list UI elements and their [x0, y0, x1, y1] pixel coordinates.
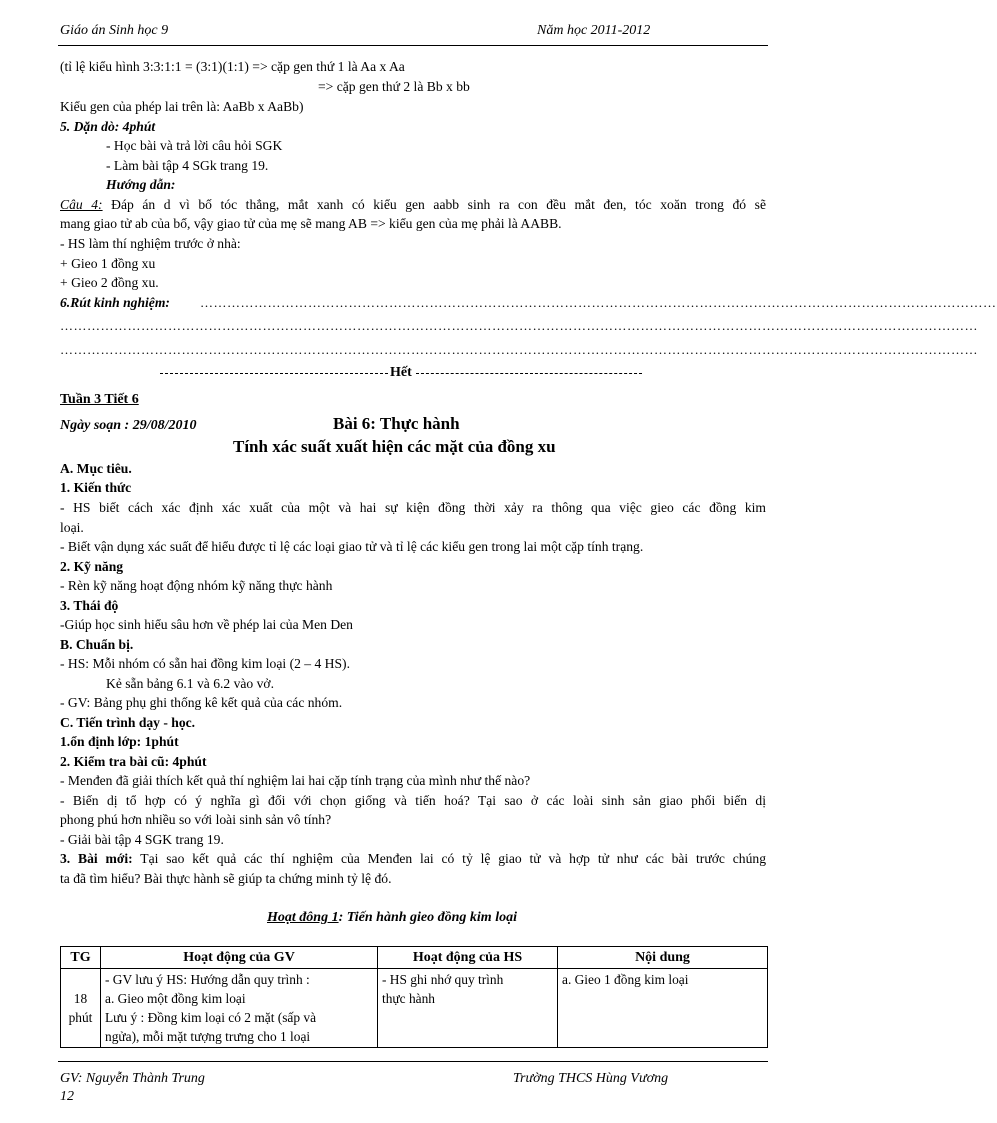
text-line: phong phú hơn nhiều so với loài sinh sản vô tính?: [60, 812, 332, 827]
date-label: Ngày soạn : 29/08/2010: [60, 418, 197, 433]
text-line: => cặp gen thứ 2 là Bb x bb: [318, 79, 470, 94]
paragraph-line: [60, 196, 766, 214]
end-rule-right: [416, 373, 642, 374]
hs-line: thực hành: [382, 991, 435, 1006]
section-heading: A. Mục tiêu.: [60, 461, 132, 476]
gv-line: ngửa), mỗi mặt tượng trưng cho 1 loại: [105, 1029, 311, 1044]
text-line: - GV: Bảng phụ ghi thống kê kết quả của các nhóm.: [60, 695, 343, 710]
section-heading: 5. Dặn dò: 4phút: [60, 119, 156, 134]
cell-hs: [378, 969, 558, 1048]
week-label: Tuần 3 Tiết 6: [60, 392, 139, 407]
table-header-row: [61, 947, 768, 969]
end-marker: Hết: [390, 365, 412, 380]
paragraph-text: Tại sao kết quả các thí nghiệm của Menđen lai có tỷ lệ giao tử và hợp tử như các bài trước chúng: [132, 851, 766, 866]
paragraph-line: - Biến dị tổ hợp có ý nghĩa gì đối với chọn giống và tiến hoá? Tại sao ở các loài sinh sản giao phối biến dị: [60, 793, 766, 808]
page-number: 12: [60, 1089, 74, 1104]
time-value: 18: [73, 991, 88, 1006]
dotted-line: ……………………………………………………………………………………………………………………………………………………………………………………: [60, 342, 978, 357]
text-line: + Gieo 1 đồng xu: [60, 256, 156, 271]
gv-line: - GV lưu ý HS: Hướng dẫn quy trình :: [105, 972, 310, 987]
cell-time: [61, 969, 101, 1048]
lesson-title: Bài 6: Thực hành: [333, 414, 460, 433]
text-line: -Giúp học sinh hiểu sâu hơn về phép lai của Men Den: [60, 617, 353, 632]
footer-school: Trường THCS Hùng Vương: [513, 1071, 669, 1086]
gv-line: a. Gieo một đồng kim loại: [105, 991, 246, 1006]
footer-rule: [58, 1061, 768, 1062]
section-heading: 3. Thái độ: [60, 598, 119, 613]
text-line: Kiểu gen của phép lai trên là: AaBb x AaBb): [60, 99, 304, 114]
section-heading: Hướng dẫn:: [106, 177, 176, 192]
gv-line: Lưu ý : Đồng kim loại có 2 mặt (sấp và: [105, 1010, 317, 1025]
text-line: - Làm bài tập 4 SGk trang 19.: [106, 158, 269, 173]
section-heading: 2. Kiểm tra bài cũ: 4phút: [60, 754, 207, 769]
text-line: loại.: [60, 520, 84, 535]
section-heading: 1.ổn định lớp: 1phút: [60, 734, 179, 749]
text-line: ta đã tìm hiểu? Bài thực hành sẽ giúp ta chứng minh tỷ lệ đó.: [60, 871, 392, 886]
content-line: a. Gieo 1 đồng kim loại: [562, 972, 689, 987]
new-lesson-label: 3. Bài mới:: [60, 851, 133, 866]
text-line: (tỉ lệ kiểu hình 3:3:1:1 = (3:1)(1:1) => cặp gen thứ 1 là Aa x Aa: [60, 59, 405, 74]
text-line: - Rèn kỹ năng hoạt động nhóm kỹ năng thực hành: [60, 578, 333, 593]
cau-label: Câu 4:: [60, 197, 103, 212]
dotted-line: ……………………………………………………………………………………………………………………………………………………………: [200, 295, 997, 310]
text-line: - HS: Mỗi nhóm có sẵn hai đồng kim loại (2 – 4 HS).: [60, 656, 350, 671]
cell-gv: [101, 969, 378, 1048]
text-line: - HS làm thí nghiệm trước ở nhà:: [60, 236, 241, 251]
lesson-subtitle: Tính xác suất xuất hiện các mặt của đồng xu: [233, 437, 556, 456]
text-line: + Gieo 2 đồng xu.: [60, 275, 159, 290]
activity-table: [60, 946, 768, 1048]
header-tg: TG: [61, 947, 101, 969]
section-heading: 1. Kiến thức: [60, 480, 132, 495]
text-line: Kẻ sẵn bảng 6.1 và 6.2 vào vở.: [106, 676, 275, 691]
header-gv: Hoạt động của GV: [101, 947, 378, 969]
header-left: Giáo án Sinh học 9: [60, 23, 169, 38]
time-unit: phút: [68, 1010, 93, 1025]
section-heading: C. Tiến trình dạy - học.: [60, 715, 196, 730]
header-hs: Hoạt động của HS: [378, 947, 558, 969]
text-line: - Menđen đã giải thích kết quả thí nghiệm lai hai cặp tính trạng của mình như thế nào?: [60, 773, 531, 788]
activity-label: Hoạt đông 1: [267, 910, 339, 925]
section-heading: 6.Rút kinh nghiệm:: [60, 295, 170, 310]
section-heading: 2. Kỹ năng: [60, 559, 124, 574]
activity-title: : Tiến hành gieo đồng kim loại: [338, 910, 517, 925]
paragraph-text: Đáp án d vì bố tóc thẳng, mắt xanh có kiểu gen aabb sinh ra con đều mắt đen, tóc xoăn trong đó sẽ: [102, 197, 766, 212]
header-rule: [58, 45, 768, 46]
paragraph-line: [60, 850, 766, 868]
footer-author: GV: Nguyễn Thành Trung: [60, 1071, 205, 1086]
table-row: [61, 969, 768, 1048]
hs-line: - HS ghi nhớ quy trình: [382, 972, 504, 987]
activity-heading: [267, 909, 517, 927]
section-heading: B. Chuẩn bị.: [60, 637, 134, 652]
header-right: Năm học 2011-2012: [537, 23, 651, 38]
text-line: - Biết vận dụng xác suất để hiểu được tỉ lệ các loại giao tử và tỉ lệ các kiểu gen trong lai một cặp tính trạng.: [60, 539, 644, 554]
cell-content: [558, 969, 768, 1048]
text-line: - Giải bài tập 4 SGK trang 19.: [60, 832, 224, 847]
text-line: mang giao tử ab của bố, vậy giao tử của mẹ sẽ mang AB => kiểu gen của mẹ phải là AABB.: [60, 216, 562, 231]
end-rule-left: [160, 373, 388, 374]
paragraph-line: - HS biết cách xác định xác xuất của một và hai sự kiện đồng thời xảy ra thông qua việc gieo các đồng kim: [60, 500, 766, 515]
header-content: Nội dung: [558, 947, 768, 969]
text-line: - Học bài và trả lời câu hỏi SGK: [106, 138, 283, 153]
dotted-line: ……………………………………………………………………………………………………………………………………………………………………………………: [60, 318, 978, 333]
